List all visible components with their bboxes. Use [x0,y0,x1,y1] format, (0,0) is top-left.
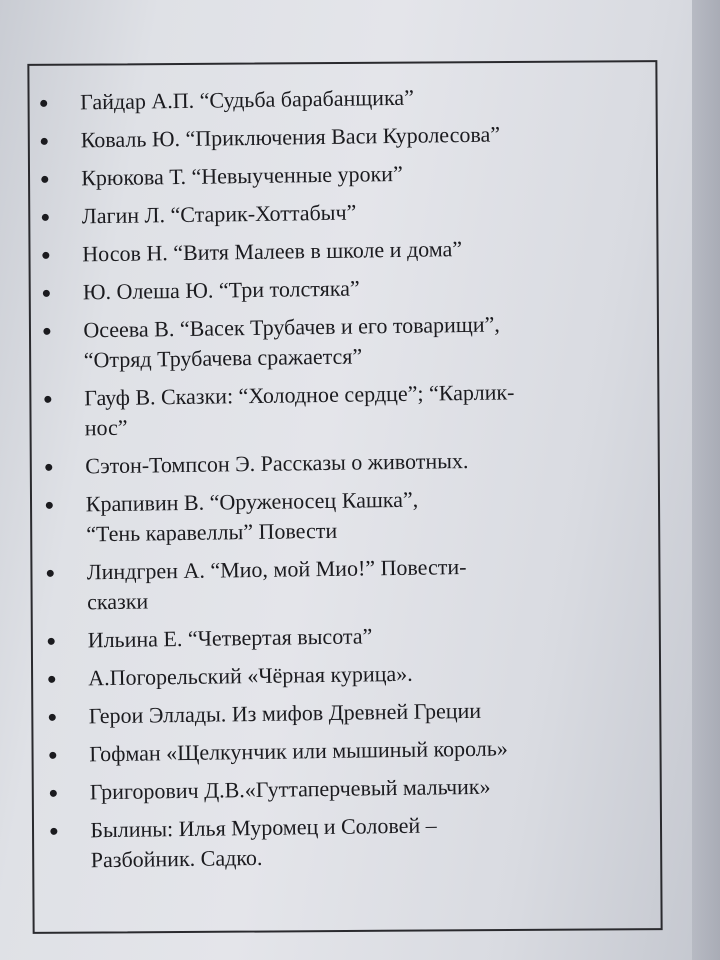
list-item [44,656,644,694]
list-item [42,482,643,550]
bullet-icon [46,502,53,509]
bullet-icon [48,676,55,683]
bullet-icon [41,138,48,145]
list-item-text-continued: сказки [87,588,149,615]
list-item-text: Гауф В. Сказки: “Холодное сердце”; “Карлик- [84,379,515,411]
list-item-text: Ю. Олеша Ю. “Три толстяка” [82,275,360,305]
list-item [45,732,645,770]
list-item-text: Линдгрен А. “Мио, мой Мио!” Повести- [86,554,467,585]
list-item-text: А.Погорельский «Чёрная курица». [88,660,413,691]
bullet-icon [40,100,47,107]
bullet-icon [45,464,52,471]
list-item-text: Осеева В. “Васек Трубачев и его товарищи”, [83,311,500,343]
paper-edge [692,0,720,960]
list-item-text: Лагин Л. “Старик-Хоттабыч” [81,199,357,229]
list-item-text: Крюкова Т. “Невыученные уроки” [81,160,403,191]
list-item [44,618,644,656]
list-item-text: Носов Н. “Витя Малеев в школе и дома” [82,236,463,267]
list-item-text-continued: “Тень каравеллы” Повести [86,517,338,547]
list-item-text: Герои Эллады. Из мифов Древней Греции [88,697,482,729]
list-item-text-continued: нос” [84,414,128,441]
list-item [46,808,647,876]
list-item-text-continued: Разбойник. Садко. [90,844,263,873]
list-item [37,156,637,194]
list-item [39,270,639,308]
bullet-icon [48,638,55,645]
list-item-text: Коваль Ю. “Приключения Васи Куролесова” [80,121,501,153]
list-item [46,770,646,808]
list-item [45,694,645,732]
list-item-text: Сэтон-Томпсон Э. Рассказы о животных. [85,448,469,479]
list-item [38,232,638,270]
list-item-text: Гофман «Щелкунчик или мышиный король» [89,735,508,767]
list-item [39,308,640,376]
bullet-icon [43,328,50,335]
list-item [38,194,638,232]
bullet-icon [44,396,51,403]
list-item-text: Гайдар А.П. “Судьба барабанщика” [80,84,415,115]
bullet-icon [42,214,49,221]
book-list [36,80,647,876]
bullet-icon [47,570,54,577]
list-item [43,550,644,618]
bullet-icon [50,790,57,797]
bullet-icon [49,752,56,759]
bullet-icon [50,828,57,835]
list-item [37,118,637,156]
list-item-text: Григорович Д.В.«Гуттаперчевый мальчик» [89,773,491,805]
bullet-icon [49,714,56,721]
list-item-text: Крапивин В. “Оруженосец Кашка”, [85,486,419,517]
list-item [40,376,641,444]
bullet-icon [41,176,48,183]
list-item [41,444,641,482]
bullet-icon [43,290,50,297]
list-item-text: Былины: Илья Муромец и Соловей – [90,812,437,843]
list-item-text-continued: “Отряд Трубачева сражается” [83,343,363,373]
bullet-icon [42,252,49,259]
list-item-text: Ильина Е. “Четвертая высота” [87,623,373,653]
